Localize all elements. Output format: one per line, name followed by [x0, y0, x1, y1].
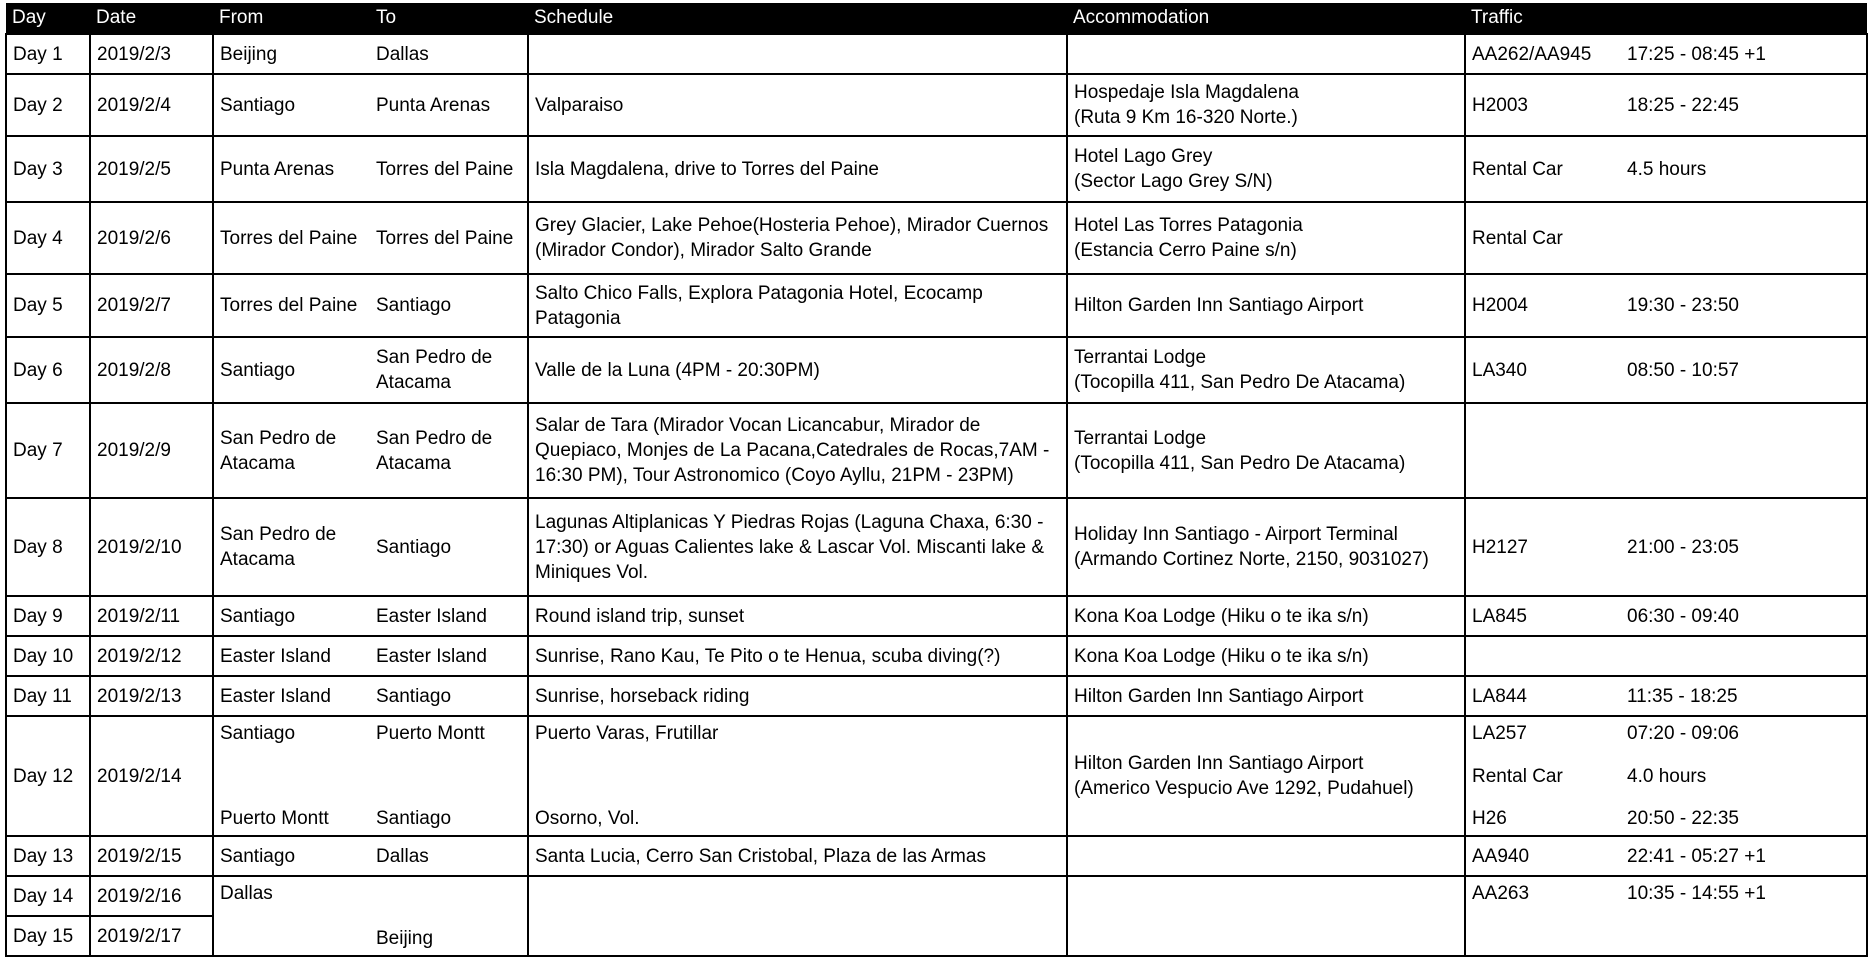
- table-row-day-12: [6, 716, 1867, 836]
- day-cell: Day 7: [6, 403, 90, 498]
- to-cell: Dallas: [370, 836, 528, 876]
- to-cell: Santiago: [370, 274, 528, 337]
- accommodation-cell: [1067, 596, 1465, 636]
- from-cell: San Pedro de Atacama: [213, 498, 370, 596]
- table-row: [6, 337, 1867, 403]
- to-cell: San Pedro de Atacama: [370, 403, 528, 498]
- table-row: [6, 274, 1867, 337]
- header-to: To: [370, 3, 528, 34]
- traffic-mode-2: Rental Car: [1472, 765, 1563, 787]
- traffic-time-cell: 21:00 - 23:05: [1621, 498, 1867, 596]
- table-row-day-13: [6, 836, 1867, 876]
- header-accommodation: Accommodation: [1067, 3, 1465, 34]
- accommodation-cell: [1067, 676, 1465, 716]
- from-cell: Torres del Paine: [213, 274, 370, 337]
- to-cell: Santiago: [370, 676, 528, 716]
- traffic-mode-cell: [1465, 403, 1621, 498]
- day-cell: Day 8: [6, 498, 90, 596]
- day-cell: Day 4: [6, 202, 90, 274]
- traffic-time-cell: 10:35 - 14:55 +1: [1621, 876, 1867, 956]
- schedule-leg-1: Puerto Varas, Frutillar: [535, 723, 719, 744]
- date-cell: 2019/2/12: [90, 636, 213, 676]
- accommodation-cell: [1067, 337, 1465, 403]
- accommodation-cell: [1067, 136, 1465, 202]
- traffic-time-cell: [1621, 716, 1867, 836]
- traffic-time-2: 4.0 hours: [1627, 765, 1707, 787]
- from-leg-2: Puerto Montt: [220, 808, 329, 829]
- date-cell: 2019/2/14: [90, 716, 213, 836]
- accommodation-address: (Tocopilla 411, San Pedro De Atacama): [1074, 372, 1406, 393]
- table-row: [6, 136, 1867, 202]
- to-cell: Torres del Paine: [370, 136, 528, 202]
- to-leg-2: Santiago: [376, 808, 452, 829]
- accommodation-address: (Estancia Cerro Paine s/n): [1074, 240, 1297, 261]
- accommodation-cell: [1067, 498, 1465, 596]
- header-traffic: Traffic: [1465, 3, 1867, 34]
- day-cell: Day 10: [6, 636, 90, 676]
- schedule-cell: [528, 716, 1067, 836]
- from-cell: Easter Island: [213, 676, 370, 716]
- traffic-time-cell: 08:50 - 10:57: [1621, 337, 1867, 403]
- accommodation-name: Holiday Inn Santiago - Airport Terminal: [1074, 524, 1398, 545]
- accommodation-address: (Armando Cortinez Norte, 2150, 9031027): [1074, 549, 1429, 570]
- header-schedule: Schedule: [528, 3, 1067, 34]
- accommodation-cell: [1067, 34, 1465, 74]
- day-cell: Day 15: [6, 916, 90, 956]
- table-header: [6, 3, 1867, 34]
- to-cell: Easter Island: [370, 636, 528, 676]
- traffic-mode-cell: Rental Car: [1465, 202, 1621, 274]
- accommodation-cell: [1067, 202, 1465, 274]
- traffic-mode-cell: H2003: [1465, 74, 1621, 136]
- day-cell: Day 3: [6, 136, 90, 202]
- table-row: [6, 74, 1867, 136]
- from-cell: [213, 716, 370, 836]
- accommodation-address: (Ruta 9 Km 16-320 Norte.): [1074, 107, 1298, 128]
- from-cell: Easter Island: [213, 636, 370, 676]
- traffic-time-cell: [1621, 202, 1867, 274]
- accommodation-name: Hotel Lago Grey: [1074, 146, 1213, 167]
- from-cell: Torres del Paine: [213, 202, 370, 274]
- accommodation-name: Kona Koa Lodge (Hiku o te ika s/n): [1074, 645, 1369, 667]
- accommodation-name: Hilton Garden Inn Santiago Airport: [1074, 295, 1364, 316]
- table-body: [6, 34, 1867, 956]
- day-cell: Day 9: [6, 596, 90, 636]
- traffic-time-cell: 22:41 - 05:27 +1: [1621, 836, 1867, 876]
- header-day: Day: [6, 3, 90, 34]
- date-cell: 2019/2/9: [90, 403, 213, 498]
- day-cell: Day 14: [6, 876, 90, 916]
- table-row: [6, 403, 1867, 498]
- schedule-cell: Sunrise, horseback riding: [528, 676, 1067, 716]
- from-cell: Santiago: [213, 836, 370, 876]
- accommodation-cell: [1067, 876, 1465, 956]
- accommodation-address: (Americo Vespucio Ave 1292, Pudahuel): [1074, 778, 1414, 799]
- to-cell: Beijing: [370, 876, 528, 956]
- table-row-day-14: [6, 876, 1867, 916]
- date-cell: 2019/2/8: [90, 337, 213, 403]
- traffic-time-cell: [1621, 636, 1867, 676]
- traffic-mode-cell: LA845: [1465, 596, 1621, 636]
- accommodation-cell: [1067, 836, 1465, 876]
- traffic-mode-cell: [1465, 636, 1621, 676]
- traffic-mode-cell: LA340: [1465, 337, 1621, 403]
- traffic-mode-cell: AA262/AA945: [1465, 34, 1621, 74]
- to-cell: San Pedro de Atacama: [370, 337, 528, 403]
- date-cell: 2019/2/7: [90, 274, 213, 337]
- accommodation-name: Hotel Las Torres Patagonia: [1074, 215, 1303, 236]
- date-cell: 2019/2/16: [90, 876, 213, 916]
- traffic-mode-cell: AA940: [1465, 836, 1621, 876]
- schedule-cell: Grey Glacier, Lake Pehoe(Hosteria Pehoe), Mirador Cuernos (Mirador Condor), Mirador Salto Grande: [528, 202, 1067, 274]
- day-cell: Day 12: [6, 716, 90, 836]
- accommodation-name: Terrantai Lodge: [1074, 347, 1207, 368]
- accommodation-name: Kona Koa Lodge (Hiku o te ika s/n): [1074, 605, 1369, 627]
- schedule-cell: Lagunas Altiplanicas Y Piedras Rojas (Laguna Chaxa, 6:30 - 17:30) or Aguas Calientes lake & Lascar Vol. Miscanti lake & Miniques Vol.: [528, 498, 1067, 596]
- accommodation-address: (Sector Lago Grey S/N): [1074, 171, 1273, 192]
- traffic-mode-cell: LA844: [1465, 676, 1621, 716]
- date-cell: 2019/2/5: [90, 136, 213, 202]
- from-cell: Beijing: [213, 34, 370, 74]
- to-cell: Santiago: [370, 498, 528, 596]
- day-cell: Day 6: [6, 337, 90, 403]
- traffic-time-cell: [1621, 403, 1867, 498]
- from-cell: Punta Arenas: [213, 136, 370, 202]
- traffic-mode-cell: Rental Car: [1465, 136, 1621, 202]
- itinerary-table: [5, 3, 1868, 957]
- date-cell: 2019/2/4: [90, 74, 213, 136]
- schedule-cell: Round island trip, sunset: [528, 596, 1067, 636]
- schedule-cell: Salar de Tara (Mirador Vocan Licancabur, Mirador de Quepiaco, Monjes de La Pacana,Catedrales de Rocas,7AM - 16:30 PM), Tour Astronomico (Coyo Ayllu, 21PM - 23PM): [528, 403, 1067, 498]
- to-cell: Torres del Paine: [370, 202, 528, 274]
- from-cell: San Pedro de Atacama: [213, 403, 370, 498]
- schedule-cell: Valle de la Luna (4PM - 20:30PM): [528, 337, 1067, 403]
- accommodation-name: Hilton Garden Inn Santiago Airport: [1074, 753, 1364, 774]
- day-cell: Day 13: [6, 836, 90, 876]
- accommodation-address: (Tocopilla 411, San Pedro De Atacama): [1074, 452, 1406, 474]
- date-cell: 2019/2/15: [90, 836, 213, 876]
- traffic-time-cell: 17:25 - 08:45 +1: [1621, 34, 1867, 74]
- accommodation-name: Hilton Garden Inn Santiago Airport: [1074, 685, 1364, 707]
- header-from: From: [213, 3, 370, 34]
- traffic-time-3: 20:50 - 22:35: [1627, 808, 1739, 829]
- schedule-cell: Isla Magdalena, drive to Torres del Paine: [528, 136, 1067, 202]
- traffic-mode-cell: H2127: [1465, 498, 1621, 596]
- traffic-time-cell: 06:30 - 09:40: [1621, 596, 1867, 636]
- traffic-time-cell: 4.5 hours: [1621, 136, 1867, 202]
- date-cell: 2019/2/3: [90, 34, 213, 74]
- to-cell: Dallas: [370, 34, 528, 74]
- traffic-mode-cell: AA263: [1465, 876, 1621, 956]
- accommodation-cell: [1067, 636, 1465, 676]
- date-cell: 2019/2/13: [90, 676, 213, 716]
- table-row: [6, 596, 1867, 636]
- schedule-cell: [528, 34, 1067, 74]
- accommodation-cell: [1067, 74, 1465, 136]
- table-row: [6, 202, 1867, 274]
- schedule-cell: Santa Lucia, Cerro San Cristobal, Plaza de las Armas: [528, 836, 1067, 876]
- day-cell: Day 5: [6, 274, 90, 337]
- accommodation-cell: [1067, 403, 1465, 498]
- from-cell: Santiago: [213, 74, 370, 136]
- traffic-mode-cell: H2004: [1465, 274, 1621, 337]
- traffic-time-cell: 19:30 - 23:50: [1621, 274, 1867, 337]
- table-row: [6, 636, 1867, 676]
- schedule-cell: [528, 876, 1067, 956]
- accommodation-cell: [1067, 274, 1465, 337]
- day-cell: Day 2: [6, 74, 90, 136]
- to-cell: [370, 716, 528, 836]
- to-leg-1: Puerto Montt: [376, 723, 485, 744]
- from-leg-1: Santiago: [220, 723, 296, 744]
- date-cell: 2019/2/11: [90, 596, 213, 636]
- from-cell: Dallas: [213, 876, 370, 956]
- date-cell: 2019/2/17: [90, 916, 213, 956]
- table-row: [6, 676, 1867, 716]
- traffic-mode-cell: [1465, 716, 1621, 836]
- schedule-cell: Sunrise, Rano Kau, Te Pito o te Henua, scuba diving(?): [528, 636, 1067, 676]
- traffic-mode-3: H26: [1472, 808, 1507, 829]
- accommodation-cell: [1067, 716, 1465, 836]
- table-row: [6, 498, 1867, 596]
- traffic-mode-1: LA257: [1472, 723, 1527, 744]
- date-cell: 2019/2/10: [90, 498, 213, 596]
- day-cell: Day 1: [6, 34, 90, 74]
- accommodation-name: Hospedaje Isla Magdalena: [1074, 82, 1299, 103]
- to-cell: Punta Arenas: [370, 74, 528, 136]
- from-cell: Santiago: [213, 596, 370, 636]
- traffic-time-1: 07:20 - 09:06: [1627, 723, 1739, 744]
- table-row: [6, 34, 1867, 74]
- header-date: Date: [90, 3, 213, 34]
- date-cell: 2019/2/6: [90, 202, 213, 274]
- schedule-cell: Valparaiso: [528, 74, 1067, 136]
- traffic-time-cell: 18:25 - 22:45: [1621, 74, 1867, 136]
- to-cell: Easter Island: [370, 596, 528, 636]
- day-cell: Day 11: [6, 676, 90, 716]
- from-cell: Santiago: [213, 337, 370, 403]
- traffic-time-cell: 11:35 - 18:25: [1621, 676, 1867, 716]
- schedule-leg-2: Osorno, Vol.: [535, 808, 640, 829]
- schedule-cell: Salto Chico Falls, Explora Patagonia Hotel, Ecocamp Patagonia: [528, 274, 1067, 337]
- accommodation-name: Terrantai Lodge: [1074, 427, 1207, 449]
